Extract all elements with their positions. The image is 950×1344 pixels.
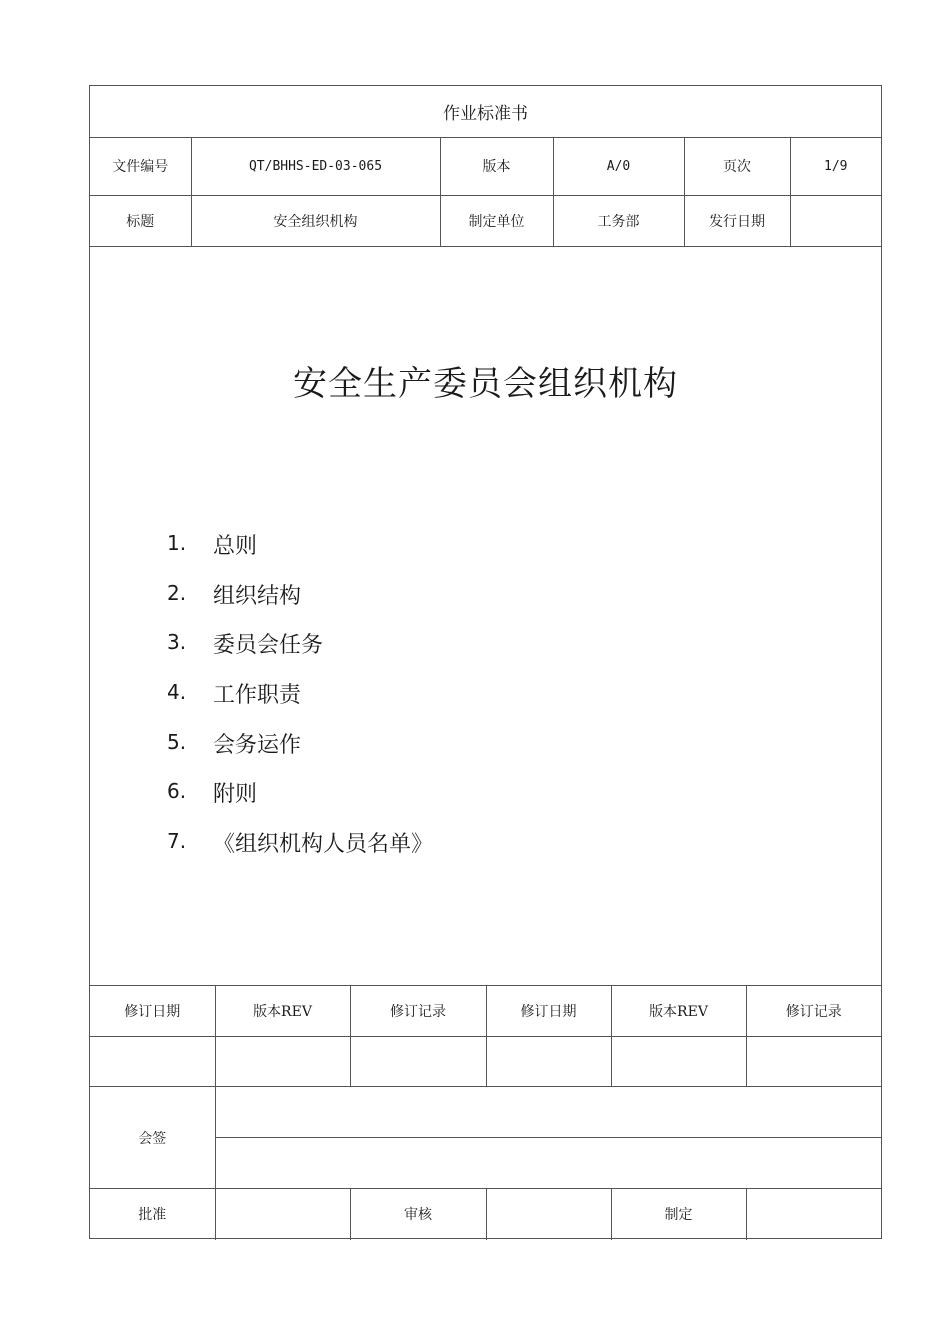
toc-number: 2. xyxy=(167,580,187,605)
page-label: 页次 xyxy=(684,137,790,195)
rev-header: 版本REV xyxy=(611,986,746,1037)
review-cell xyxy=(486,1189,611,1240)
rev-cell xyxy=(746,1037,881,1087)
rev-header: 修订记录 xyxy=(746,986,881,1037)
toc-item xyxy=(167,529,433,579)
toc-text: 附则 xyxy=(213,782,258,808)
prepare-label: 制定 xyxy=(611,1189,746,1240)
rev-cell xyxy=(215,1037,350,1087)
toc-number: 5. xyxy=(167,729,187,754)
toc-text: 总则 xyxy=(213,534,258,559)
issue-date-value xyxy=(790,195,881,246)
rev-cell xyxy=(350,1037,486,1087)
toc-text: 组织结构 xyxy=(213,583,302,609)
rev-cell xyxy=(90,1037,215,1087)
toc-item xyxy=(167,628,433,678)
toc-text: 《组织机构人员名单》 xyxy=(213,832,434,858)
review-label: 审核 xyxy=(350,1189,486,1240)
title-value: 安全组织机构 xyxy=(191,195,440,246)
version-label: 版本 xyxy=(440,137,553,195)
rev-header: 版本REV xyxy=(215,986,350,1037)
approve-label: 批准 xyxy=(90,1189,215,1240)
page-title: 安全生产委员会组织机构 xyxy=(293,364,678,404)
countersign-cell xyxy=(215,1138,881,1189)
doc-type: 作业标准书 xyxy=(90,86,881,137)
unit-label: 制定单位 xyxy=(440,195,553,246)
toc-number: 6. xyxy=(167,779,187,804)
table-of-contents xyxy=(167,529,433,877)
toc-item xyxy=(167,579,433,629)
toc-item xyxy=(167,777,433,827)
toc-number: 7. xyxy=(167,829,187,854)
toc-item xyxy=(167,827,433,877)
toc-item xyxy=(167,728,433,778)
toc-text: 工作职责 xyxy=(213,683,302,709)
toc-number: 1. xyxy=(167,531,187,555)
issue-date-label: 发行日期 xyxy=(684,195,790,246)
prepare-cell xyxy=(746,1189,881,1240)
document-body xyxy=(90,246,881,985)
countersign-cell xyxy=(215,1087,881,1138)
version-value: A/0 xyxy=(553,137,684,195)
rev-cell xyxy=(486,1037,611,1087)
toc-number: 3. xyxy=(167,630,187,655)
page-value: 1/9 xyxy=(790,137,881,195)
toc-number: 4. xyxy=(167,680,187,705)
unit-value: 工务部 xyxy=(553,195,684,246)
rev-header: 修订日期 xyxy=(486,986,611,1037)
countersign-label: 会签 xyxy=(90,1087,215,1189)
toc-item xyxy=(167,678,433,728)
file-no-value: QT/BHHS-ED-03-065 xyxy=(191,137,440,195)
toc-text: 会务运作 xyxy=(213,732,302,758)
rev-header: 修订记录 xyxy=(350,986,486,1037)
file-no-label: 文件编号 xyxy=(90,137,191,195)
rev-cell xyxy=(611,1037,746,1087)
rev-header: 修订日期 xyxy=(90,986,215,1037)
title-label: 标题 xyxy=(90,195,191,246)
header-table xyxy=(90,86,881,247)
approve-cell xyxy=(215,1189,350,1240)
document-frame xyxy=(89,85,882,1239)
revision-approval-table xyxy=(90,985,881,1240)
toc-text: 委员会任务 xyxy=(213,633,324,659)
